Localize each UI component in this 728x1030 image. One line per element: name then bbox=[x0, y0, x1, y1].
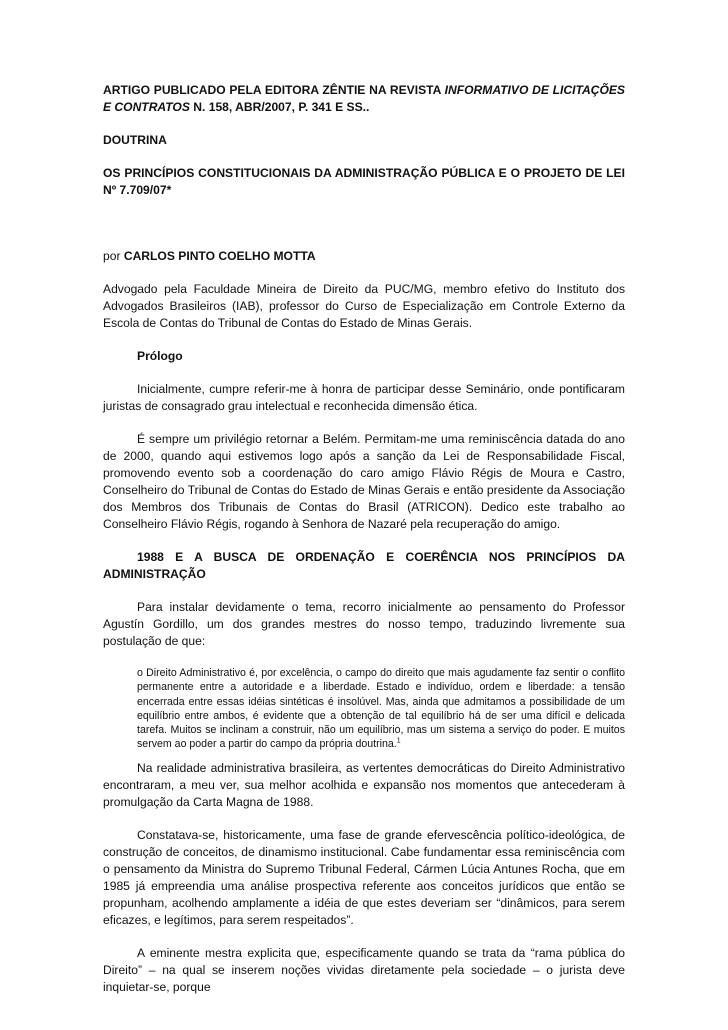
paragraph-1: Inicialmente, cumpre referir-me à honra de participar desse Seminário, onde pontificaram juristas de consagrado grau intelectual e reconhecida dimensão ética. bbox=[103, 382, 625, 413]
byline bbox=[103, 248, 625, 265]
paragraph-5: Constatava-se, historicamente, uma fase de grande efervescência político-ideológica, de construção de conceitos, de dinamismo institucional. Cabe fundamentar essa reminiscência com o pensamento da Ministra do Supremo Tribunal Federal, Cármen Lúcia Antunes Rocha, que em 1985 já empreendia uma análise prospectiva referente aos conceitos jurídicos que então se propunham, acolhendo amplamente a idéia de que estes deveriam ser “dinâmicos, para serem eficazes, e legítimos, para serem respeitados”. bbox=[103, 827, 625, 927]
section-heading: 1988 E A BUSCA DE ORDENAÇÃO E COERÊNCIA NOS PRINCÍPIOS DA ADMINISTRAÇÃO bbox=[103, 550, 625, 581]
block-quote bbox=[137, 666, 625, 752]
prologue-heading: Prólogo bbox=[137, 349, 183, 363]
section-label: DOUTRINA bbox=[103, 133, 167, 147]
author-name: CARLOS PINTO COELHO MOTTA bbox=[123, 249, 316, 263]
paragraph-2: É sempre um privilégio retornar a Belém. Permitam-me uma reminiscência datada do ano de 2000, quando aqui estivemos logo após a sanção da Lei de Responsabilidade Fiscal, promovendo evento sob a coordenação do caro amigo Flávio Régis de Moura e Castro, Conselheiro do Tribunal de Contas do Estado de Minas Gerais e então presidente da Associação dos Membros dos Tribunais de Contas do Brasil (ATRICON). Dedico este trabalho ao Conselheiro Flávio Régis, rogando à Senhora de Nazaré pela recuperação do amigo. bbox=[103, 432, 625, 531]
paragraph-3: Para instalar devidamente o tema, recorro inicialmente ao pensamento do Professor Agustín Gordillo, um dos grandes mestres do nosso tempo, traduzindo livremente sua postulação de que: bbox=[103, 600, 625, 648]
paragraph-6: A eminente mestra explicita que, especificamente quando se trata da “rama pública do Direito” – na qual se inserem noções vividas diretamente pela sociedade – o jurista deve inquietar-se, porque bbox=[103, 945, 625, 994]
footnote-marker: 1 bbox=[396, 737, 401, 745]
byline-prefix: por bbox=[103, 249, 124, 263]
author-bio: Advogado pela Faculdade Mineira de Direito da PUC/MG, membro efetivo do Instituto dos Advogados Brasileiros (IAB), professor do Curso de Especialização em Controle Externo da Escola de Contas do Tribunal de Contas do Estado de Minas Gerais. bbox=[103, 282, 625, 330]
publication-note-start: ARTIGO PUBLICADO PELA EDITORA ZÊNTIE NA REVISTA bbox=[103, 83, 445, 97]
paragraph-4: Na realidade administrativa brasileira, as vertentes democráticas do Direito Administrativo encontraram, a meu ver, sua melhor acolhida e expansão nos momentos que antecederam à promulgação da Carta Magna de 1988. bbox=[103, 760, 625, 809]
journal-name: INFORMATIVO DE LICITAÇÕES E CONTRATOS bbox=[103, 83, 625, 114]
publication-note-end: N. 158, ABR/2007, P. 341 E SS.. bbox=[189, 100, 370, 114]
title-spacer bbox=[103, 215, 625, 248]
article-title: OS PRINCÍPIOS CONSTITUCIONAIS DA ADMINISTRAÇÃO PÚBLICA E O PROJETO DE LEI Nº 7.709/07* bbox=[103, 166, 625, 197]
publication-note bbox=[103, 82, 625, 116]
quote-text: o Direito Administrativo é, por excelência, o campo do direito que mais agudamente faz sentir o conflito permanente entre a autoridade e a liberdade. Estado e indivíduo, ordem e liberdade: a tensão encerrada entre essas idéias sintéticas é insolúvel. Mas, ainda que admitamos a possibilidade de um equilíbrio entre ambos, é evidente que a obtenção de tal equilíbrio há de ser uma difícil e delicada tarefa. Muitos se inclinam a construir, não um equilíbrio, mas um sistema a serviço do poder. E muitos servem ao poder a partir do campo da própria doutrina. bbox=[137, 667, 625, 751]
